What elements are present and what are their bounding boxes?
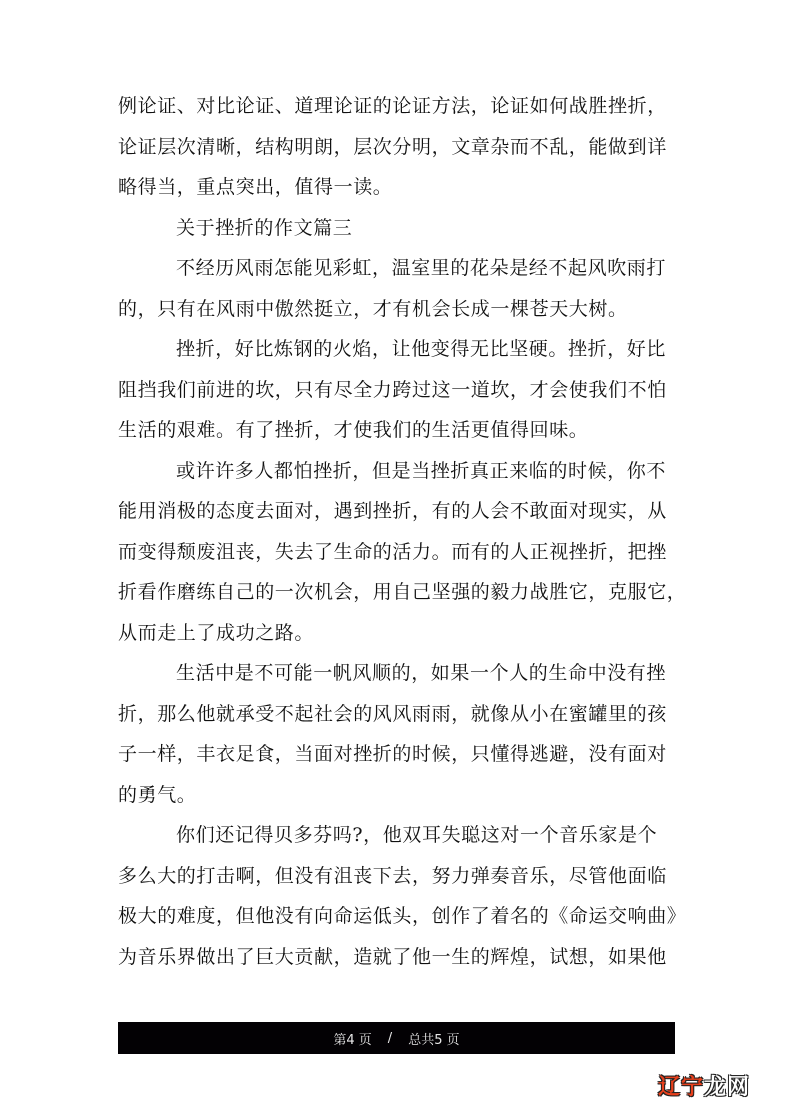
document-body [118,86,687,977]
paragraph-line: 生活中是不可能一帆风顺的，如果一个人的生命中没有挫 [176,662,667,684]
paragraph-line: 折，那么他就承受不起社会的风风雨雨，就像从小在蜜罐里的孩 [118,702,667,725]
paragraph-line: 从而走上了成功之路。 [118,621,315,644]
paragraph-line: 阻挡我们前进的坎，只有尽全力跨过这一道坎，才会使我们不怕 [118,378,667,401]
paragraph-line: 而变得颓废沮丧，失去了生命的活力。而有的人正视挫折，把挫 [118,540,667,563]
paragraph-line: 例论证、对比论证、道理论证的论证方法，论证如何战胜挫折， [118,95,667,117]
paragraph-line: 极大的难度，但他没有向命运低头，创作了着名的《命运交响曲》 [118,905,687,927]
total-pages-label: 总共5 页 [408,1032,460,1048]
paragraph-line: 你们还记得贝多芬吗?，他双耳失聪这对一个音乐家是个 [176,824,658,846]
current-page-label: 第4 页 [333,1032,372,1048]
paragraph-line: 论证层次清晰，结构明朗，层次分明，文章杂而不乱，能做到详 [118,135,667,158]
paragraph-line: 或许许多人都怕挫折，但是当挫折真正来临的时候，你不 [176,459,667,482]
section-heading: 关于挫折的作文篇三 [176,216,353,239]
paragraph-line: 折看作磨练自己的一次机会，用自己坚强的毅力战胜它，克服它， [118,581,687,603]
paragraph-line: 能用消极的态度去面对，遇到挫折，有的人会不敢面对现实，从 [118,500,667,522]
paragraph-line: 子一样，丰衣足食，当面对挫折的时候，只懂得逃避，没有面对 [118,743,667,765]
paragraph-line: 挫折，好比炼钢的火焰，让他变得无比坚硬。挫折，好比 [176,338,667,360]
page-separator: / [387,1030,393,1046]
paragraph-line: 略得当，重点突出，值得一读。 [118,176,393,198]
paragraph-line: 为音乐界做出了巨大贡献，造就了他一生的辉煌，试想，如果他 [118,945,667,968]
paragraph-line: 不经历风雨怎能见彩虹，温室里的花朵是经不起风吹雨打 [176,257,667,279]
page-footer [118,1022,675,1054]
watermark-part-1: 辽宁 [658,1075,705,1100]
watermark-part-2: 龙网 [704,1075,751,1100]
paragraph-line: 的，只有在风雨中傲然挺立，才有机会长成一棵苍天大树。 [118,297,628,320]
paragraph-line: 多么大的打击啊，但没有沮丧下去，努力弹奏音乐，尽管他面临 [118,864,667,887]
paragraph-line: 的勇气。 [118,783,197,806]
paragraph-line: 生活的艰难。有了挫折，才使我们的生活更值得回味。 [118,419,589,441]
site-watermark-logo [658,1070,750,1101]
